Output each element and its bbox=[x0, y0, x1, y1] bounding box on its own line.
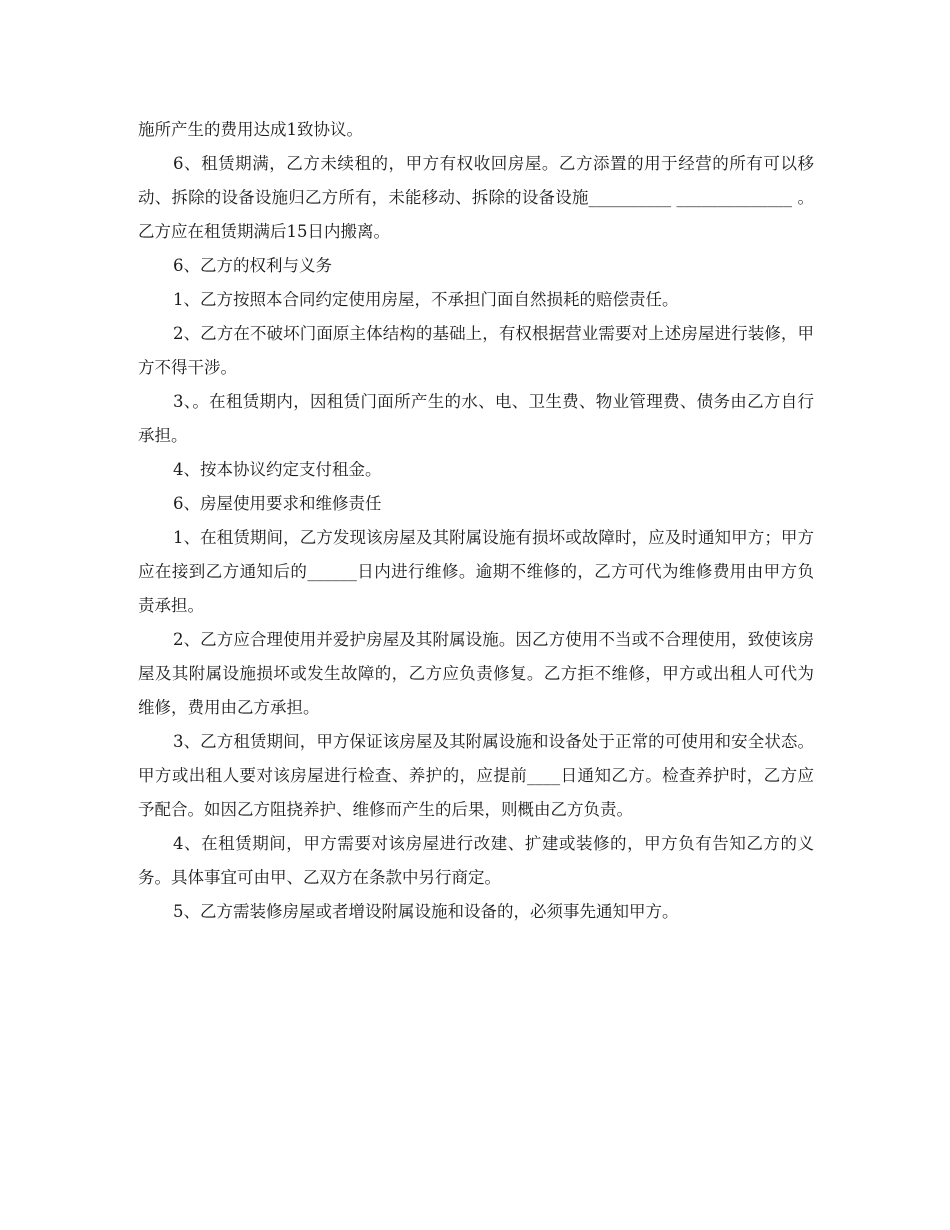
paragraph-6: 3、。在租赁期内，因租赁门面所产生的水、电、卫生费、物业管理费、债务由乙方自行承担。 bbox=[138, 392, 814, 445]
paragraph-3: 6、乙方的权利与义务 bbox=[173, 256, 332, 275]
paragraph-13: 5、乙方需装修房屋或者增设附属设施和设备的，必须事先通知甲方。 bbox=[173, 902, 679, 921]
paragraph-10: 2、乙方应合理使用并爱护房屋及其附属设施。因乙方使用不当或不合理使用，致使该房屋及其附属设施损坏或发生故障的，乙方应负责修复。乙方拒不维修，甲方或出租人可代为维修，费用由乙方承担。 bbox=[138, 630, 814, 717]
paragraph-12: 4、在租赁期间，甲方需要对该房屋进行改建、扩建或装修的，甲方负有告知乙方的义务。具体事宜可由甲、乙双方在条款中另行商定。 bbox=[138, 834, 814, 887]
paragraph-4: 1、乙方按照本合同约定使用房屋，不承担门面自然损耗的赔偿责任。 bbox=[173, 290, 679, 309]
paragraph-11: 3、乙方租赁期间，甲方保证该房屋及其附属设施和设备处于正常的可使用和安全状态。甲方或出租人要对该房屋进行检查、养护的，应提前____日通知乙方。检查养护时，乙方应予配合。如因乙方阻挠养护、维修而产生的后果，则概由乙方负责。 bbox=[138, 732, 814, 819]
paragraph-1: 施所产生的费用达成1致协议。 bbox=[138, 120, 363, 139]
paragraph-8: 6、房屋使用要求和维修责任 bbox=[173, 494, 382, 513]
paragraph-2: 6、租赁期满，乙方未续租的，甲方有权收回房屋。乙方添置的用于经营的所有可以移动、拆除的设备设施归乙方所有，未能移动、拆除的设备设施__________ ______________ 。乙方应在租赁期满后15日内搬离。 bbox=[138, 154, 814, 241]
paragraph-5: 2、乙方在不破坏门面原主体结构的基础上，有权根据营业需要对上述房屋进行装修，甲方不得干涉。 bbox=[138, 324, 814, 377]
paragraph-7: 4、按本协议约定支付租金。 bbox=[173, 460, 382, 479]
document-body bbox=[138, 113, 814, 929]
paragraph-9: 1、在租赁期间，乙方发现该房屋及其附属设施有损坏或故障时，应及时通知甲方；甲方应在接到乙方通知后的______日内进行维修。逾期不维修的，乙方可代为维修费用由甲方负责承担。 bbox=[138, 528, 814, 615]
